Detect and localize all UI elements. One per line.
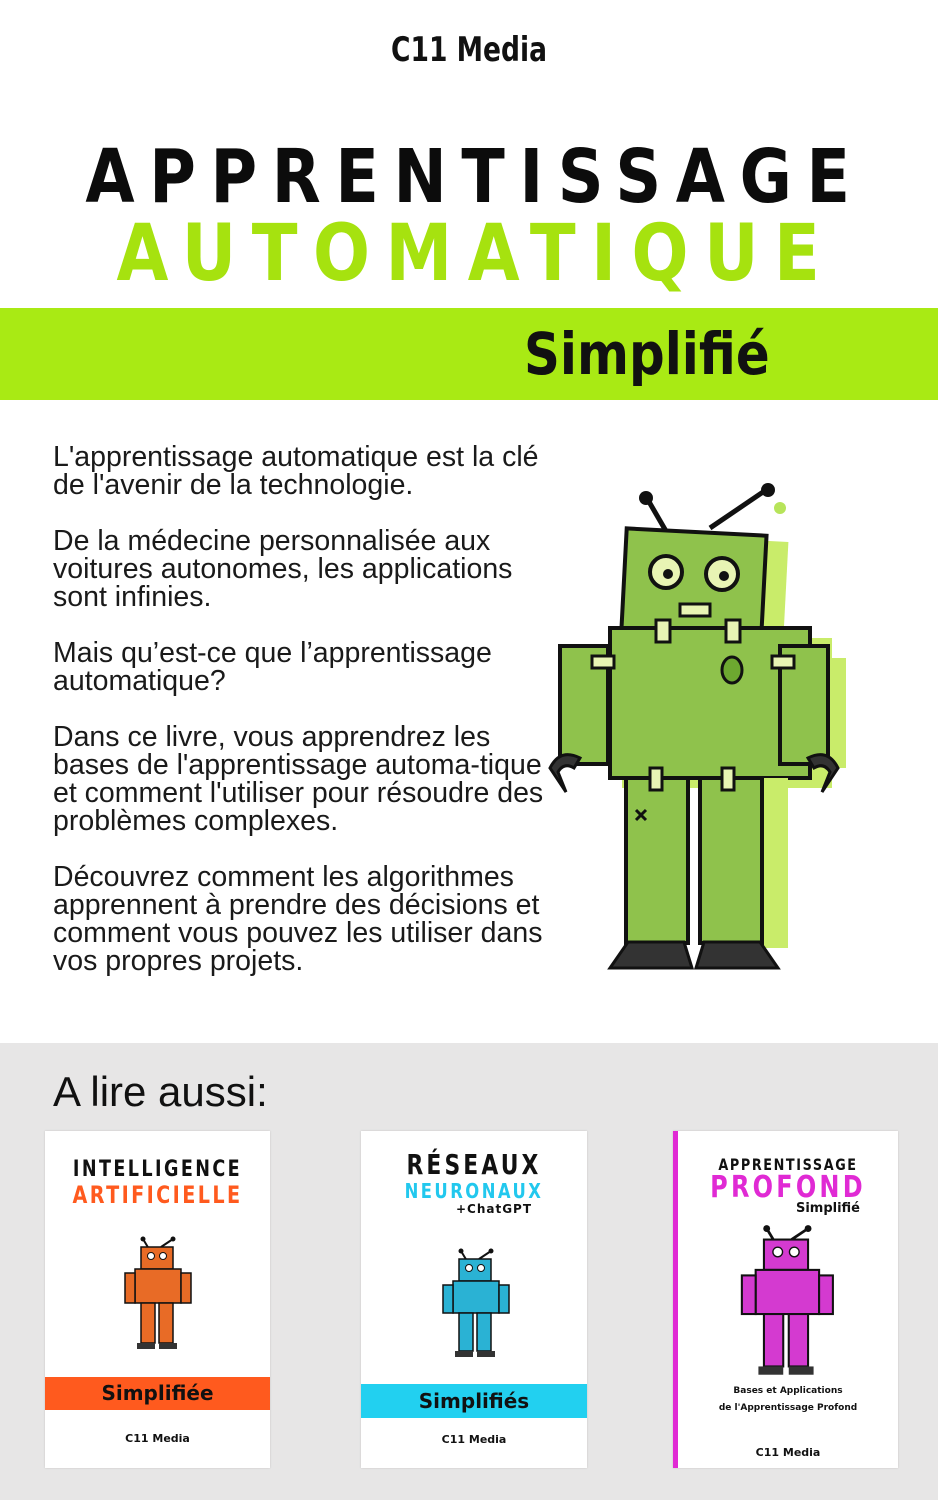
- description-paragraph: De la médecine personnalisée aux voitures autonomes, les applications sont infinies.: [53, 525, 513, 613]
- book-title-line-1: INTELLIGENCE: [72, 1157, 243, 1182]
- robot-icon: [121, 1235, 193, 1355]
- book-title-line-3: +ChatGPT: [455, 1202, 533, 1216]
- description: [53, 443, 573, 1003]
- book-cover-apprentissage-profond[interactable]: [673, 1131, 898, 1468]
- title-line-1: APPRENTISSAGE: [85, 134, 865, 220]
- book-publisher: C11 Media: [755, 1446, 821, 1459]
- book-subtitle-strip: Simplifiée: [45, 1377, 270, 1410]
- robot-illustration: [540, 478, 860, 988]
- related-books-title: A lire aussi:: [53, 1068, 268, 1115]
- book-title-line-1: RÉSEAUX: [406, 1148, 542, 1181]
- book-title-line-2: ARTIFICIELLE: [72, 1181, 243, 1209]
- description-paragraph: Mais qu’est-ce que l’apprentissage automatique?: [53, 637, 492, 697]
- book-title-line-2: PROFOND: [710, 1170, 866, 1205]
- description-paragraph: Dans ce livre, vous apprendrez les bases de l'apprentissage automa-tique et comment l'utiliser pour résoudre des problèmes complexes.: [53, 721, 544, 837]
- title-line-2: AUTOMATIQUE: [116, 209, 836, 299]
- book-title-line-1: APPRENTISSAGE: [718, 1155, 858, 1174]
- description-paragraph: Découvrez comment les algorithmes apprennent à prendre des décisions et comment vous pouvez les utiliser dans vos propres projets.: [53, 861, 543, 977]
- book-cover-reseaux-neuronaux[interactable]: [361, 1131, 587, 1468]
- subtitle-band: [0, 308, 938, 400]
- book-caption-line-2: de l'Apprentissage Profond: [718, 1403, 858, 1413]
- robot-icon: [439, 1247, 511, 1363]
- book-subtitle-strip: Simplifiés: [361, 1384, 587, 1418]
- book-publisher: C11 Media: [125, 1432, 190, 1445]
- book-title-line-2: NEURONAUX: [404, 1179, 544, 1203]
- book-caption-line-1: Bases et Applications: [733, 1386, 843, 1396]
- book-title-line-3: Simplifié: [795, 1201, 861, 1216]
- description-paragraph: L'apprentissage automatique est la clé de l'avenir de la technologie.: [53, 441, 539, 501]
- book-cover-intelligence-artificielle[interactable]: [45, 1131, 270, 1468]
- subtitle: Simplifié: [524, 320, 770, 388]
- robot-icon: [736, 1223, 836, 1383]
- publisher-name: C11 Media: [391, 30, 547, 70]
- book-publisher: C11 Media: [441, 1433, 507, 1446]
